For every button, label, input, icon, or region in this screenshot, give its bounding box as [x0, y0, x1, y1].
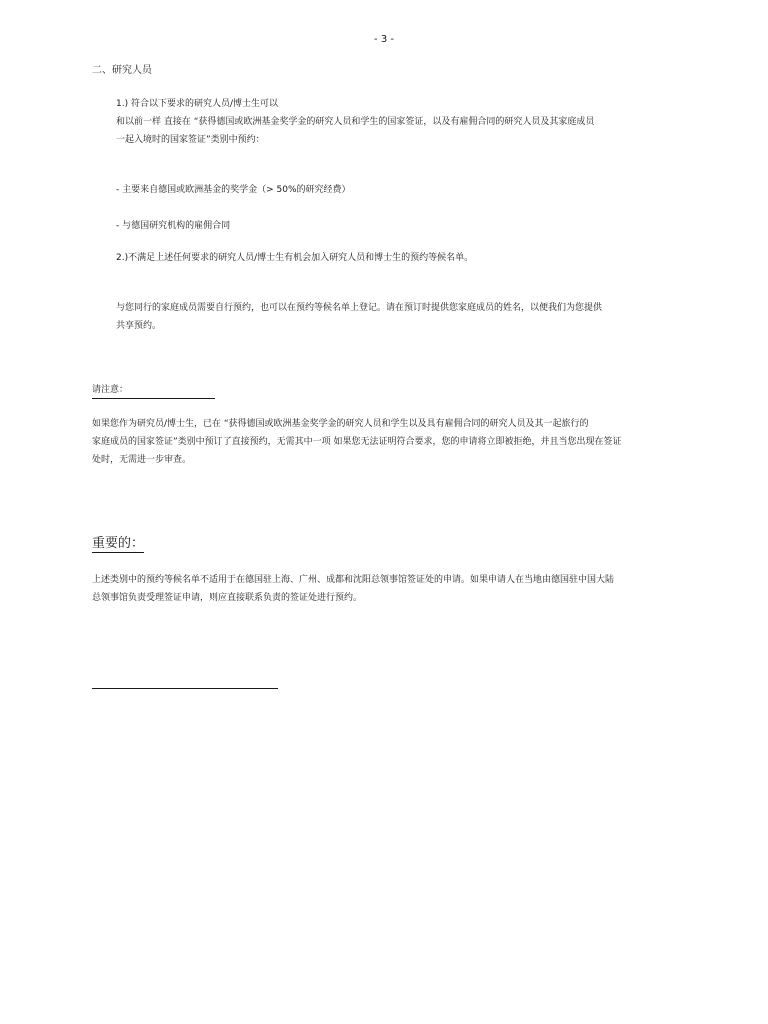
notice-underline: [92, 398, 215, 399]
item1-line3: 一起入境时的国家签证”类别中预约：: [116, 135, 265, 145]
important-line2: 总领事馆负责受理签证申请，则应直接联系负责的签证处进行预约。: [92, 593, 363, 603]
family-line2: 共享预约。: [116, 321, 162, 331]
footnote-separator: [92, 688, 278, 689]
notice-line2: 家庭成员的国家签证”类别中预订了直接预约，无需其中一项 如果您无法证明符合要求，您的申请将立即被拒绝，并且当您出现在签证: [92, 437, 622, 447]
notice-line3: 处时，无需进一步审查。: [92, 455, 192, 465]
important-line1: 上述类别中的预约等候名单不适用于在德国驻上海、广州、成都和沈阳总领事馆签证处的申请。如果申请人在当地由德国驻中国大陆: [92, 575, 615, 585]
page-number: - 3 -: [374, 34, 394, 45]
important-label: 重要的：: [92, 536, 145, 551]
item2-text: 2.)不满足上述任何要求的研究人员/博士生有机会加入研究人员和博士生的预约等候名单。: [116, 253, 474, 263]
bullet-employment: - 与德国研究机构的雇佣合同: [116, 221, 231, 231]
item1-line1: 1.) 符合以下要求的研究人员/博士生可以: [116, 99, 278, 109]
bullet-scholarship: - 主要来自德国或欧洲基金的奖学金（> 50%的研究经费）: [116, 185, 351, 195]
family-line1: 与您同行的家庭成员需要自行预约，也可以在预约等候名单上登记。请在预订时提供您家庭成员的姓名，以便我们为您提供: [116, 303, 603, 313]
item1-line2: 和以前一样 直接在 “获得德国或欧洲基金奖学金的研究人员和学生的国家签证，以及有雇佣合同的研究人员及其家庭成员: [116, 117, 595, 127]
notice-line1: 如果您作为研究员/博士生，已在 “获得德国或欧洲基金奖学金的研究人员和学生以及具有雇佣合同的研究人员及其一起旅行的: [92, 419, 589, 429]
notice-label: 请注意：: [92, 385, 129, 395]
section-heading: 二、研究人员: [92, 65, 152, 76]
